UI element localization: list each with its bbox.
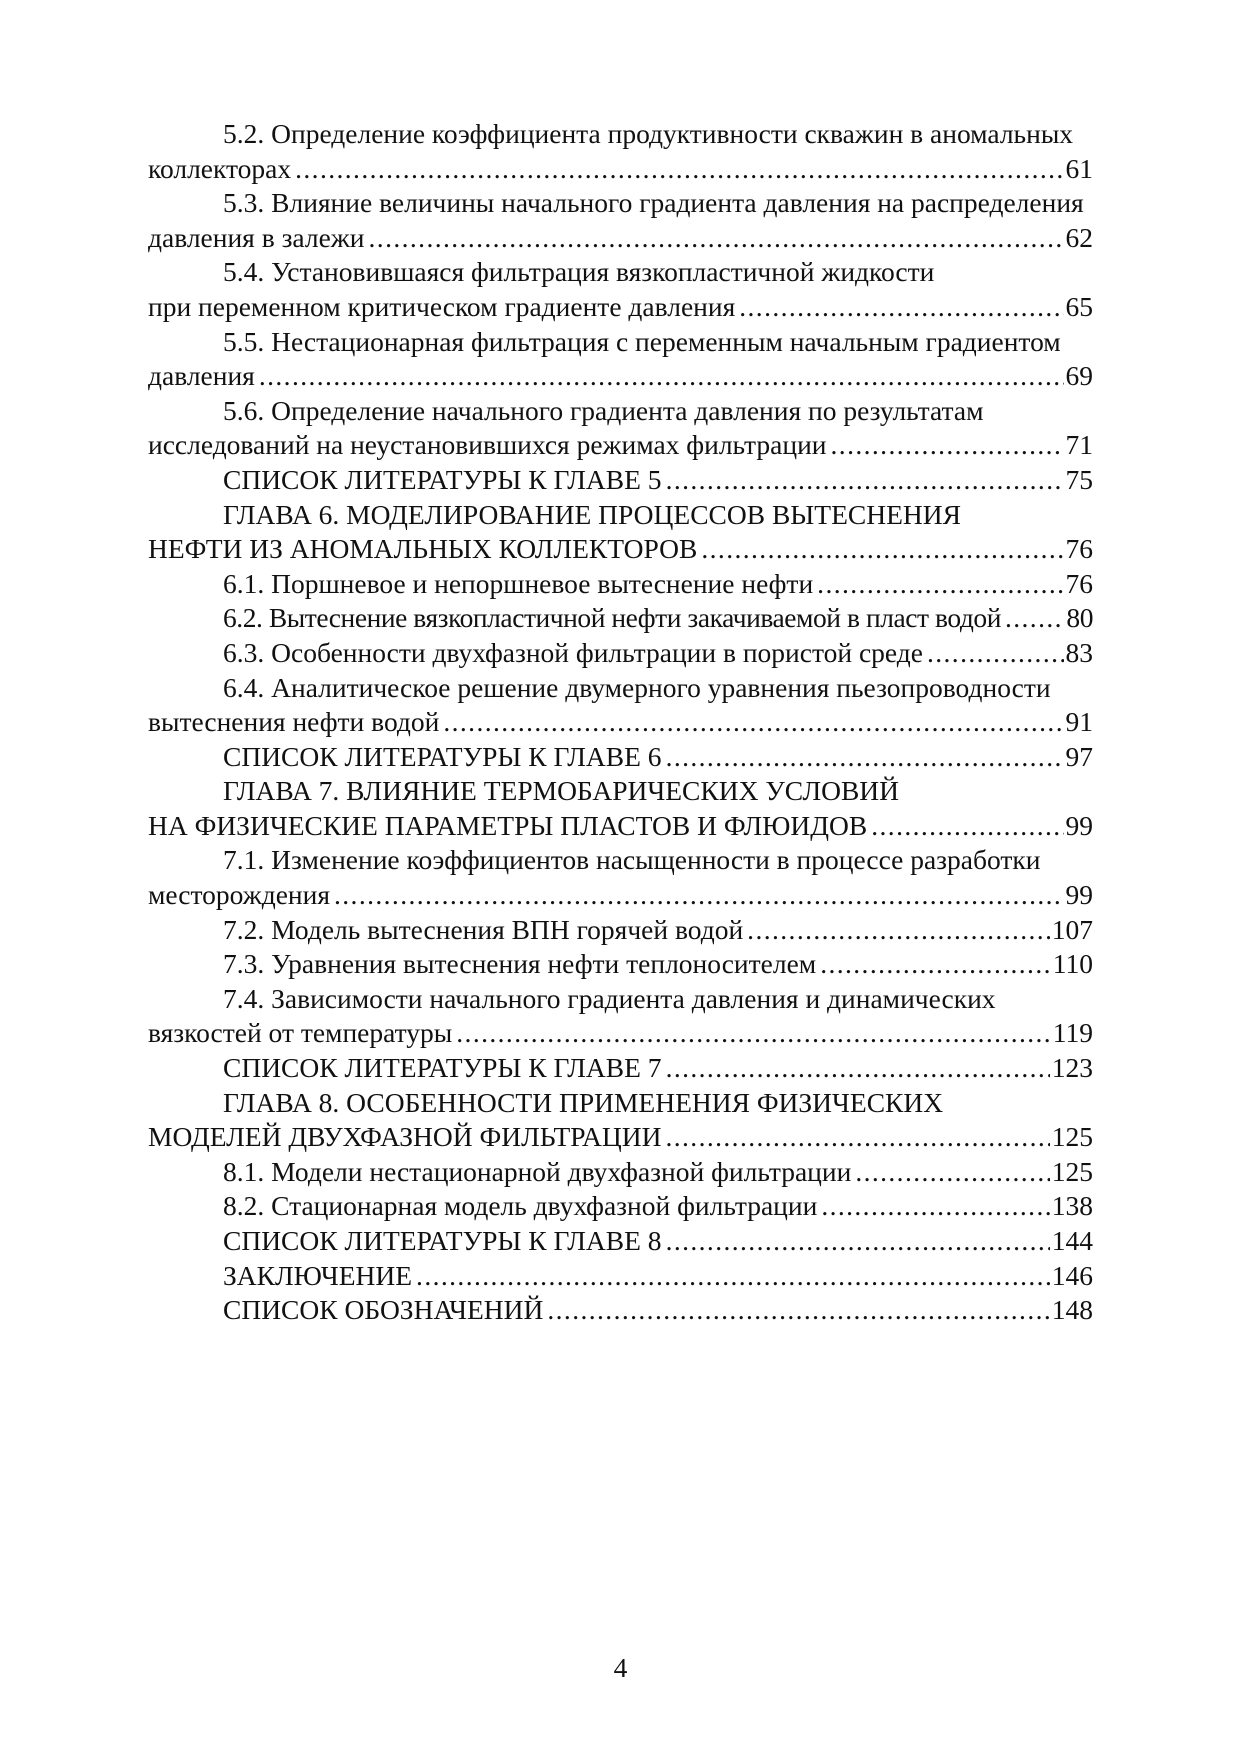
dot-leader <box>295 152 1063 187</box>
dot-leader <box>547 1293 1049 1328</box>
dot-leader <box>443 705 1063 740</box>
toc-page-number: 69 <box>1065 360 1093 392</box>
toc-entry[interactable] <box>148 1293 1093 1328</box>
toc-page-number: 148 <box>1051 1294 1093 1326</box>
dot-leader <box>666 1224 1050 1259</box>
toc-entry-title: ЗАКЛЮЧЕНИЕ <box>223 1259 413 1291</box>
toc-entry-title: 6.4. Аналитическое решение двумерного уравнения пьезопроводности <box>223 671 1051 703</box>
dot-leader <box>259 359 1064 394</box>
toc-entry[interactable] <box>148 1051 1093 1086</box>
toc-entry-title-continued: НА ФИЗИЧЕСКИЕ ПАРАМЕТРЫ ПЛАСТОВ И ФЛЮИДОВ <box>148 809 868 841</box>
toc-page-number: 144 <box>1051 1225 1093 1256</box>
dot-leader <box>666 740 1064 775</box>
dot-leader <box>456 1016 1051 1051</box>
toc-entry-title: 6.2. Вытеснение вязкопластичной нефти закачиваемой в пласт водой <box>223 602 1001 634</box>
toc-entry[interactable] <box>148 671 1093 740</box>
toc-entry-title: 6.3. Особенности двухфазной фильтрации в пористой среде <box>223 636 923 668</box>
toc-entry-title: 5.6. Определение начального градиента давления по результатам <box>223 394 984 426</box>
dot-leader <box>334 878 1064 913</box>
toc-entry-title: ГЛАВА 6. МОДЕЛИРОВАНИЕ ПРОЦЕССОВ ВЫТЕСНЕНИЯ <box>223 498 961 530</box>
toc-entry-title: 5.3. Влияние величины начального градиента давления на распределения <box>223 187 1084 219</box>
toc-page-number: 62 <box>1065 221 1093 253</box>
toc-entry[interactable] <box>148 117 1093 186</box>
toc-entry-title-continued: МОДЕЛЕЙ ДВУХФАЗНОЙ ФИЛЬТРАЦИИ <box>148 1121 662 1153</box>
toc-page-number: 119 <box>1052 1017 1093 1049</box>
toc-page-number: 110 <box>1052 948 1093 980</box>
toc-entry-title: СПИСОК ЛИТЕРАТУРЫ К ГЛАВЕ 6 <box>223 740 662 772</box>
toc-entry[interactable] <box>148 774 1093 843</box>
toc-entry[interactable] <box>148 982 1093 1051</box>
toc-entry[interactable] <box>148 255 1093 324</box>
toc-entry-title-continued: давления в залежи <box>148 221 365 253</box>
toc-entry[interactable] <box>148 601 1093 636</box>
dot-leader <box>927 636 1064 671</box>
toc-page-number: 65 <box>1065 290 1093 322</box>
table-of-contents <box>148 117 1093 1328</box>
toc-entry[interactable] <box>148 325 1093 394</box>
toc-entry-title-continued: вытеснения нефти водой <box>148 706 440 738</box>
toc-page-number: 125 <box>1051 1155 1093 1187</box>
toc-page-number: 91 <box>1065 706 1093 738</box>
dot-leader <box>855 1155 1049 1190</box>
toc-entry[interactable] <box>148 498 1093 567</box>
toc-entry-title: 5.2. Определение коэффициента продуктивности скважин в аномальных <box>223 118 1074 149</box>
toc-entry[interactable] <box>148 1224 1093 1259</box>
toc-entry-title-continued: месторождения <box>148 879 330 911</box>
dot-leader <box>665 1120 1049 1155</box>
toc-entry-title: 8.1. Модели нестационарной двухфазной фильтрации <box>223 1155 852 1187</box>
toc-entry[interactable] <box>148 843 1093 912</box>
dot-leader <box>701 532 1063 567</box>
toc-entry[interactable] <box>148 913 1093 948</box>
toc-entry-title-continued: давления <box>148 360 255 392</box>
toc-entry-title: 8.2. Стационарная модель двухфазной фильтрации <box>223 1190 818 1222</box>
toc-entry-title-continued: коллекторах <box>148 152 292 184</box>
dot-leader <box>747 913 1050 948</box>
toc-entry-title: СПИСОК ЛИТЕРАТУРЫ К ГЛАВЕ 7 <box>223 1052 662 1084</box>
toc-entry-title: СПИСОК ЛИТЕРАТУРЫ К ГЛАВЕ 8 <box>223 1225 662 1256</box>
toc-entry[interactable] <box>148 394 1093 463</box>
toc-page-number: 123 <box>1051 1052 1093 1084</box>
toc-page-number: 146 <box>1051 1259 1093 1291</box>
toc-page-number: 75 <box>1065 463 1093 495</box>
toc-page-number: 83 <box>1065 636 1093 668</box>
toc-entry[interactable] <box>148 1189 1093 1224</box>
toc-entry-title-continued: при переменном критическом градиенте давления <box>148 290 736 322</box>
toc-entry-title: ГЛАВА 7. ВЛИЯНИЕ ТЕРМОБАРИЧЕСКИХ УСЛОВИЙ <box>223 775 900 807</box>
dot-leader <box>821 1189 1049 1224</box>
toc-entry-title: 6.1. Поршневое и непоршневое вытеснение нефти <box>223 567 814 599</box>
toc-entry[interactable] <box>148 567 1093 602</box>
toc-entry[interactable] <box>148 463 1093 498</box>
toc-entry-title-continued: исследований на неустановившихся режимах фильтрации <box>148 429 827 461</box>
toc-page-number: 97 <box>1065 740 1093 772</box>
toc-entry[interactable] <box>148 1259 1093 1294</box>
dot-leader <box>1005 601 1064 636</box>
dot-leader <box>817 567 1063 602</box>
toc-entry-title: СПИСОК ЛИТЕРАТУРЫ К ГЛАВЕ 5 <box>223 463 662 495</box>
toc-page-number: 99 <box>1065 809 1093 841</box>
toc-entry[interactable] <box>148 1155 1093 1190</box>
toc-entry-title-continued: НЕФТИ ИЗ АНОМАЛЬНЫХ КОЛЛЕКТОРОВ <box>148 533 698 565</box>
toc-entry[interactable] <box>148 947 1093 982</box>
dot-leader <box>666 463 1064 498</box>
toc-entry-title: 5.4. Установившаяся фильтрация вязкопластичной жидкости <box>223 256 935 288</box>
toc-entry[interactable] <box>148 1086 1093 1155</box>
dot-leader <box>416 1259 1050 1294</box>
toc-page-number: 76 <box>1065 533 1093 565</box>
toc-page-number: 71 <box>1065 429 1093 461</box>
dot-leader <box>369 221 1064 256</box>
toc-page-number: 80 <box>1066 602 1093 634</box>
dot-leader <box>831 428 1064 463</box>
dot-leader <box>739 290 1063 325</box>
toc-page-number: 99 <box>1065 879 1093 911</box>
toc-page-number: 76 <box>1065 567 1093 599</box>
toc-entry-title: ГЛАВА 8. ОСОБЕННОСТИ ПРИМЕНЕНИЯ ФИЗИЧЕСКИХ <box>223 1086 944 1118</box>
toc-entry-title: 7.4. Зависимости начального градиента давления и динамических <box>223 982 996 1014</box>
dot-leader <box>820 947 1051 982</box>
toc-entry-title: СПИСОК ОБОЗНАЧЕНИЙ <box>223 1294 544 1326</box>
toc-entry-title-continued: вязкостей от температуры <box>148 1017 453 1049</box>
toc-page-number: 138 <box>1051 1190 1093 1222</box>
page-number: 4 <box>613 1652 628 1683</box>
toc-entry[interactable] <box>148 740 1093 775</box>
dot-leader <box>666 1051 1050 1086</box>
toc-page-number: 61 <box>1065 152 1093 184</box>
toc-entry-title: 7.2. Модель вытеснения ВПН горячей водой <box>223 913 744 945</box>
toc-page-number: 107 <box>1051 913 1093 945</box>
toc-entry-title: 7.1. Изменение коэффициентов насыщенности в процессе разработки <box>223 844 1041 876</box>
toc-page-number: 125 <box>1051 1121 1093 1153</box>
dot-leader <box>871 809 1063 844</box>
toc-entry-title: 5.5. Нестационарная фильтрация с переменным начальным градиентом <box>223 325 1061 357</box>
toc-entry[interactable] <box>148 186 1093 255</box>
toc-entry[interactable] <box>148 636 1093 671</box>
toc-entry-title: 7.3. Уравнения вытеснения нефти теплоносителем <box>223 948 817 980</box>
